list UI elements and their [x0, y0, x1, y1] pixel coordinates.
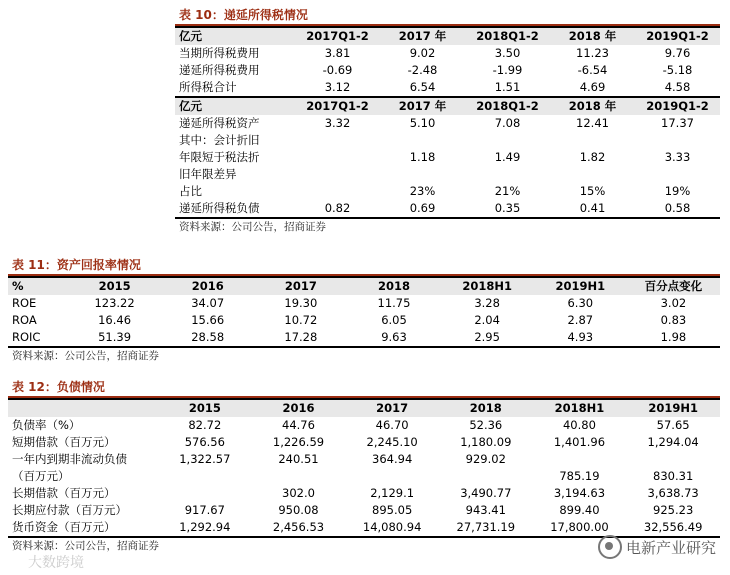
table-cell: 16.46	[98, 313, 132, 327]
table-cell: 1,226.59	[272, 435, 325, 449]
table-cell: 34.07	[191, 296, 225, 310]
table-cell: -6.54	[577, 63, 608, 77]
table-cell: -1.99	[492, 63, 523, 77]
table10-title: 表 10：递延所得税情况	[175, 6, 720, 26]
column-header: %	[8, 277, 68, 295]
table-cell: 21%	[494, 184, 521, 198]
table11	[8, 276, 720, 348]
column-header: 2018H1	[441, 277, 534, 295]
table-cell: 3.81	[324, 46, 351, 60]
column-header: 2017Q1-2	[295, 97, 380, 115]
table-cell: 14,080.94	[345, 519, 439, 537]
table-cell: 6.54	[409, 80, 436, 94]
watermark-right-text: 电新产业研究	[625, 538, 716, 557]
table-cell: 57.65	[656, 418, 690, 432]
table-cell: 44.76	[282, 418, 315, 432]
table12-title: 表 12：负债情况	[8, 378, 720, 398]
column-header: 2019Q1-2	[635, 27, 720, 45]
table-cell: 929.02	[465, 452, 506, 466]
table-cell: 17.28	[254, 329, 347, 347]
table-row	[8, 312, 720, 329]
table-cell: 2.04	[474, 313, 500, 327]
table-cell: 364.94	[372, 452, 413, 466]
table-cell	[635, 132, 720, 149]
row-label: 一年内到期非流动负债	[12, 452, 127, 466]
table-cell	[295, 149, 380, 166]
table-cell: 2.95	[441, 329, 534, 347]
table10	[175, 26, 720, 219]
table-cell: 895.05	[372, 503, 413, 517]
table-cell: 3.50	[494, 46, 521, 60]
table-cell	[345, 468, 439, 485]
table-cell: 5.10	[409, 116, 436, 130]
table-cell: 1,401.96	[553, 435, 606, 449]
table-cell: 28.58	[161, 329, 254, 347]
table-cell: 6.05	[381, 313, 407, 327]
row-label: （百万元）	[12, 469, 70, 483]
table-cell: 4.58	[664, 80, 691, 94]
table-row	[8, 417, 720, 434]
table-row	[175, 149, 720, 166]
header-row	[175, 27, 720, 45]
header-row	[175, 97, 720, 115]
table-cell	[439, 468, 533, 485]
table10-section	[175, 6, 720, 235]
table-cell: 32,556.49	[626, 519, 720, 537]
watermark-left: 大数跨境	[28, 555, 84, 571]
table-cell: 943.41	[465, 503, 506, 517]
row-label: 占比	[179, 184, 202, 198]
column-header	[8, 399, 158, 417]
table-cell: 1.18	[409, 150, 436, 164]
table-cell: 17,800.00	[533, 519, 627, 537]
table12-section	[8, 378, 720, 554]
table-cell: 52.36	[469, 418, 503, 432]
table-cell: 2,129.1	[370, 486, 415, 500]
column-header: 2018 年	[550, 97, 635, 115]
column-header: 2018Q1-2	[465, 27, 550, 45]
table-cell: 0.69	[380, 200, 465, 218]
table-cell	[465, 132, 550, 149]
table-cell: 3,490.77	[460, 486, 512, 500]
table-row	[8, 295, 720, 312]
column-header: 亿元	[175, 97, 295, 115]
table-cell: 27,731.19	[439, 519, 533, 537]
table-cell	[158, 485, 252, 502]
row-label: 长期应付款（百万元）	[12, 503, 127, 517]
table-cell: 82.72	[188, 418, 222, 432]
table-cell	[533, 451, 627, 468]
row-label: 其中：会计折旧	[179, 133, 260, 147]
table-row	[175, 166, 720, 183]
row-label: 年限短于税法折	[179, 150, 260, 164]
table-cell: 19%	[664, 184, 691, 198]
table-cell: 1.98	[627, 329, 720, 347]
column-header: 百分点变化	[627, 277, 720, 295]
column-header: 2019Q1-2	[635, 97, 720, 115]
table-cell: 785.19	[559, 469, 600, 483]
table-cell: 1,292.94	[158, 519, 252, 537]
table-cell	[626, 451, 720, 468]
table-cell: -0.69	[322, 63, 353, 77]
table-row	[8, 329, 720, 347]
table-cell	[380, 132, 465, 149]
column-header: 2018	[439, 399, 533, 417]
table-cell: 0.58	[635, 200, 720, 218]
table-cell	[252, 468, 346, 485]
table-cell: 240.51	[278, 452, 319, 466]
table-cell: 1.49	[494, 150, 521, 164]
table-cell: 15%	[579, 184, 606, 198]
row-label: ROE	[12, 296, 37, 310]
row-label: 递延所得税费用	[179, 63, 260, 77]
row-label: 长期借款（百万元）	[12, 486, 116, 500]
row-label: 货币资金（百万元）	[8, 519, 158, 537]
table-cell: 12.41	[576, 116, 609, 130]
table-cell: 51.39	[68, 329, 161, 347]
table-cell: -5.18	[662, 63, 693, 77]
table-cell: 950.08	[278, 503, 319, 517]
table-cell: 830.31	[653, 469, 694, 483]
table-cell: -2.48	[407, 63, 438, 77]
table-cell: 925.23	[653, 503, 694, 517]
table-cell: 302.0	[282, 486, 315, 500]
table-cell: 0.83	[660, 313, 687, 327]
table-row	[175, 200, 720, 218]
column-header: 2017Q1-2	[295, 27, 380, 45]
row-label: 旧年限差异	[179, 167, 237, 181]
table-cell	[550, 166, 635, 183]
table11-title: 表 11：资产回报率情况	[8, 256, 720, 276]
table-cell: 123.22	[94, 296, 135, 310]
column-header: 2018	[347, 277, 440, 295]
header-row	[8, 277, 720, 295]
column-header: 2017	[345, 399, 439, 417]
table-cell	[550, 132, 635, 149]
header-row	[8, 399, 720, 417]
column-header: 2019H1	[534, 277, 627, 295]
table-cell	[635, 166, 720, 183]
table-cell: 3.32	[324, 116, 351, 130]
row-label: 负债率（%）	[12, 418, 81, 432]
table-cell	[380, 166, 465, 183]
table-cell: 1,322.57	[179, 452, 231, 466]
table-row	[8, 451, 720, 468]
column-header: 2017 年	[380, 97, 465, 115]
table-cell: 3.12	[324, 80, 351, 94]
watermark-right	[598, 535, 716, 559]
table-row	[8, 502, 720, 519]
table-cell: 4.69	[579, 80, 606, 94]
table12-source: 资料来源：公司公告，招商证券	[12, 540, 159, 552]
table-cell: 17.37	[661, 116, 694, 130]
table-cell: 3.28	[474, 296, 500, 310]
table-cell: 899.40	[559, 503, 600, 517]
column-header: 2017 年	[380, 27, 465, 45]
table-cell: 9.02	[409, 46, 436, 60]
table-cell: 576.56	[184, 435, 225, 449]
table-cell	[295, 183, 380, 200]
table-cell: 11.23	[576, 46, 609, 60]
table-cell: 1,180.09	[460, 435, 512, 449]
table12	[8, 398, 720, 538]
table-cell: 19.30	[284, 296, 318, 310]
row-label: 递延所得税负债	[175, 200, 295, 218]
table-cell: 11.75	[377, 296, 411, 310]
table-cell: 917.67	[184, 503, 225, 517]
table-cell	[295, 132, 380, 149]
column-header: 2015	[68, 277, 161, 295]
table-cell: 9.63	[347, 329, 440, 347]
table-cell	[465, 166, 550, 183]
column-header: 2016	[252, 399, 346, 417]
table-row	[175, 79, 720, 97]
table-cell: 0.35	[465, 200, 550, 218]
row-label: ROIC	[8, 329, 68, 347]
column-header: 2016	[161, 277, 254, 295]
table-row	[8, 434, 720, 451]
table-cell	[295, 166, 380, 183]
table-cell: 3.02	[660, 296, 687, 310]
column-header: 2018Q1-2	[465, 97, 550, 115]
table-cell: 2,456.53	[252, 519, 346, 537]
table-cell: 3.33	[664, 150, 691, 164]
wechat-logo-icon	[598, 535, 622, 559]
table-row	[175, 62, 720, 79]
row-label: 所得税合计	[179, 80, 237, 94]
table-cell: 7.08	[494, 116, 521, 130]
table-cell: 15.66	[191, 313, 225, 327]
row-label: 当期所得税费用	[179, 46, 260, 60]
column-header: 2018 年	[550, 27, 635, 45]
table-row	[175, 183, 720, 200]
table10-source: 资料来源：公司公告，招商证券	[179, 221, 326, 233]
table-row	[8, 485, 720, 502]
table-cell: 1.51	[494, 80, 521, 94]
table-cell: 3,194.63	[553, 486, 606, 500]
column-header: 2018H1	[533, 399, 627, 417]
column-header: 2017	[254, 277, 347, 295]
table11-section	[8, 256, 720, 364]
table11-source: 资料来源：公司公告，招商证券	[12, 350, 159, 362]
table-row	[8, 468, 720, 485]
table-cell: 1,294.04	[647, 435, 699, 449]
table-cell: 2,245.10	[366, 435, 418, 449]
table-cell: 6.30	[567, 296, 594, 310]
column-header: 2019H1	[626, 399, 720, 417]
table-cell: 1.82	[579, 150, 606, 164]
table-cell: 10.72	[284, 313, 318, 327]
row-label: 短期借款（百万元）	[12, 435, 116, 449]
table-cell: 0.82	[295, 200, 380, 218]
table-row	[175, 45, 720, 62]
table-cell	[158, 468, 252, 485]
table-cell: 2.87	[567, 313, 594, 327]
table-cell: 46.70	[375, 418, 409, 432]
table-cell: 9.76	[664, 46, 691, 60]
column-header: 2015	[158, 399, 252, 417]
table-cell: 23%	[409, 184, 436, 198]
table-row	[175, 115, 720, 132]
table-row	[175, 132, 720, 149]
row-label: 递延所得税资产	[179, 116, 260, 130]
table-cell: 40.80	[562, 418, 596, 432]
table-cell: 3,638.73	[647, 486, 699, 500]
column-header: 亿元	[175, 27, 295, 45]
row-label: ROA	[12, 313, 37, 327]
table-cell: 4.93	[534, 329, 627, 347]
table-cell: 0.41	[550, 200, 635, 218]
